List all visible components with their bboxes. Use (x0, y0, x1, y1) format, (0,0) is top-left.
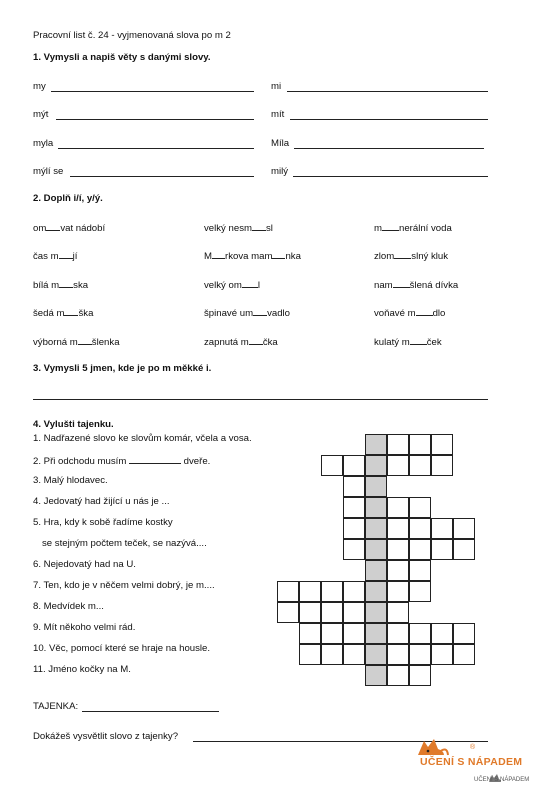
crossword-cell[interactable] (409, 497, 431, 518)
tajenka-cell[interactable] (365, 581, 387, 602)
crossword-cell[interactable] (277, 602, 299, 623)
clue: 9. Mít někoho velmi rád. (33, 622, 136, 633)
crossword-cell[interactable] (343, 581, 365, 602)
blank[interactable] (64, 306, 78, 316)
crossword-cell[interactable] (321, 581, 343, 602)
crossword-cell[interactable] (343, 623, 365, 644)
crossword-cell[interactable] (387, 581, 409, 602)
blank[interactable] (46, 221, 60, 231)
crossword-cell[interactable] (453, 644, 475, 665)
crossword-cell[interactable] (299, 623, 321, 644)
crossword-cell[interactable] (409, 623, 431, 644)
fill-in-item: šedá m ška (33, 308, 94, 319)
crossword-cell[interactable] (387, 560, 409, 581)
crossword-cell[interactable] (299, 644, 321, 665)
tajenka-cell[interactable] (365, 455, 387, 476)
answer-line[interactable] (58, 148, 254, 149)
crossword-cell[interactable] (387, 434, 409, 455)
fill-in-item: m nerální voda (374, 223, 452, 234)
fill-in-item: čas m jí (33, 251, 78, 262)
blank[interactable] (393, 278, 410, 288)
logo-small-text: UČENÍ S NÁPADEM (474, 777, 530, 783)
fill-in-item: zapnutá m čka (204, 337, 278, 348)
registered-mark: ® (470, 744, 476, 751)
clue: 11. Jméno kočky na M. (33, 664, 131, 675)
clue: 5. Hra, kdy k sobě řadíme kostky (33, 517, 173, 528)
crossword-cell[interactable] (387, 497, 409, 518)
word-label: mýlí se (33, 166, 64, 177)
tajenka-cell[interactable] (365, 644, 387, 665)
crossword-cell[interactable] (387, 644, 409, 665)
crossword-cell[interactable] (343, 539, 365, 560)
crossword-cell[interactable] (409, 434, 431, 455)
fill-in-item: velký nesm sl (204, 223, 273, 234)
blank[interactable] (59, 249, 73, 259)
word-label: mít (271, 109, 285, 120)
blank[interactable] (129, 454, 181, 464)
crossword-cell[interactable] (387, 665, 409, 686)
fill-in-item: kulatý m ček (374, 337, 442, 348)
fill-in-item: velký om l (204, 280, 260, 291)
tajenka-answer-line[interactable] (82, 711, 219, 712)
word-label: my (33, 81, 46, 92)
tajenka-cell[interactable] (365, 602, 387, 623)
crossword-cell[interactable] (321, 455, 343, 476)
answer-line[interactable] (294, 148, 484, 149)
crossword-cell[interactable] (299, 602, 321, 623)
clue: 1. Nadřazené slovo ke slovům komár, včela a vosa. (33, 433, 252, 444)
answer-line[interactable] (56, 119, 254, 120)
blank[interactable] (252, 221, 266, 231)
blank[interactable] (253, 306, 267, 316)
section-2-heading: 2. Doplň i/í, y/ý. (33, 193, 103, 204)
crossword-cell[interactable] (431, 518, 453, 539)
tajenka-cell[interactable] (365, 623, 387, 644)
section-4-heading: 4. Vylušti tajenku. (33, 419, 114, 430)
crossword-cell[interactable] (387, 455, 409, 476)
crossword-cell[interactable] (431, 539, 453, 560)
crossword-cell[interactable] (409, 665, 431, 686)
crossword-cell[interactable] (299, 581, 321, 602)
blank[interactable] (272, 249, 285, 259)
crossword-cell[interactable] (321, 602, 343, 623)
blank[interactable] (410, 335, 427, 345)
tajenka-cell[interactable] (365, 434, 387, 455)
clue: 2. Při odchodu musím dveře. (33, 456, 211, 467)
blank[interactable] (242, 278, 258, 288)
crossword-cell[interactable] (409, 455, 431, 476)
crossword-cell[interactable] (321, 644, 343, 665)
tajenka-cell[interactable] (365, 497, 387, 518)
section-1-heading: 1. Vymysli a napiš věty s danými slovy. (33, 52, 211, 63)
clue: 8. Medvídek m... (33, 601, 104, 612)
fill-in-item: om vat nádobí (33, 223, 106, 234)
crossword-cell[interactable] (431, 623, 453, 644)
crossword-cell[interactable] (453, 518, 475, 539)
answer-line[interactable] (293, 176, 488, 177)
clue: 4. Jedovatý had žijící u nás je ... (33, 496, 170, 507)
crossword-cell[interactable] (343, 602, 365, 623)
fill-in-item: zlom slný kluk (374, 251, 449, 262)
crossword-cell[interactable] (431, 644, 453, 665)
tajenka-cell[interactable] (365, 665, 387, 686)
tajenka-cell[interactable] (365, 476, 387, 497)
answer-line[interactable] (287, 91, 488, 92)
logo-text: UČENÍ S NÁPADEM (420, 756, 523, 768)
blank[interactable] (59, 278, 73, 288)
crossword-cell[interactable] (387, 602, 409, 623)
worksheet-title: Pracovní list č. 24 - vyjmenovaná slova po m 2 (33, 30, 231, 41)
crossword-cell[interactable] (409, 518, 431, 539)
fill-in-item: špinavé um vadlo (204, 308, 290, 319)
crossword-cell[interactable] (409, 581, 431, 602)
word-label: myla (33, 138, 54, 149)
tajenka-cell[interactable] (365, 539, 387, 560)
crossword-cell[interactable] (343, 518, 365, 539)
fill-in-item: M rkova mam nka (204, 251, 301, 262)
answer-line[interactable] (290, 119, 488, 120)
blank[interactable] (394, 249, 411, 259)
crossword-cell[interactable] (431, 434, 453, 455)
answer-line[interactable] (51, 91, 254, 92)
tajenka-cell[interactable] (365, 560, 387, 581)
blank[interactable] (249, 335, 263, 345)
crossword-cell[interactable] (343, 497, 365, 518)
clue: se stejným počtem teček, se nazývá.... (42, 538, 207, 549)
word-label: mýt (33, 109, 49, 120)
blank[interactable] (212, 249, 225, 259)
fill-in-item: nam šlená dívka (374, 280, 459, 291)
answer-line[interactable] (33, 399, 488, 400)
section-3-heading: 3. Vymysli 5 jmen, kde je po m měkké i. (33, 363, 212, 374)
crossword-cell[interactable] (343, 644, 365, 665)
crossword-cell[interactable] (343, 455, 365, 476)
crossword-cell[interactable] (387, 623, 409, 644)
crossword-cell[interactable] (277, 581, 299, 602)
answer-line[interactable] (70, 176, 254, 177)
crossword-cell[interactable] (321, 623, 343, 644)
clue: 7. Ten, kdo je v něčem velmi dobrý, je m.... (33, 580, 215, 591)
crossword-cell[interactable] (431, 455, 453, 476)
tajenka-cell[interactable] (365, 518, 387, 539)
crossword-cell[interactable] (409, 539, 431, 560)
crossword-cell[interactable] (409, 560, 431, 581)
blank[interactable] (382, 221, 399, 231)
fill-in-item: voňavé m dlo (374, 308, 446, 319)
clue: 3. Malý hlodavec. (33, 475, 108, 486)
crossword-cell[interactable] (453, 539, 475, 560)
blank[interactable] (78, 335, 92, 345)
word-label: milý (271, 166, 289, 177)
crossword-cell[interactable] (387, 518, 409, 539)
crossword-cell[interactable] (387, 539, 409, 560)
word-label: Míla (271, 138, 290, 149)
explain-question: Dokážeš vysvětlit slovo z tajenky? (33, 731, 179, 742)
fill-in-item: bílá m ska (33, 280, 89, 291)
clue: 10. Věc, pomocí které se hraje na housle. (33, 643, 211, 654)
crossword-cell[interactable] (343, 476, 365, 497)
tajenka-label: TAJENKA: (33, 701, 79, 712)
crossword-cell[interactable] (453, 623, 475, 644)
fill-in-item: výborná m šlenka (33, 337, 120, 348)
blank[interactable] (416, 306, 433, 316)
clue: 6. Nejedovatý had na U. (33, 559, 136, 570)
crossword-cell[interactable] (409, 644, 431, 665)
word-label: mi (271, 81, 282, 92)
